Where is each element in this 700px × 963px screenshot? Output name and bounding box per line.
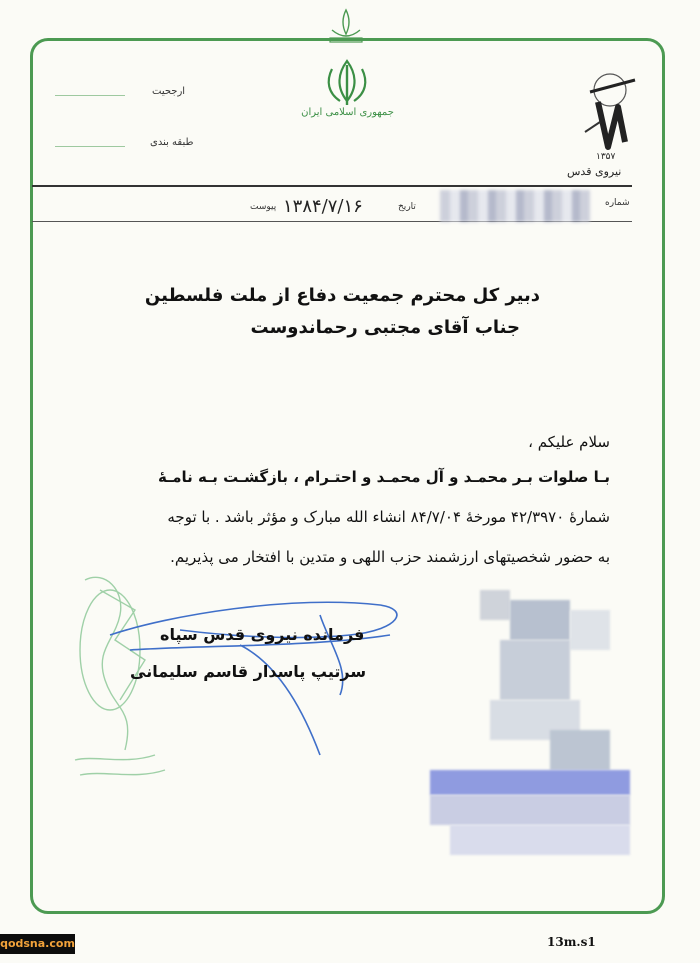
signer-title: فرمانده نیروی قدس سپاه — [160, 625, 365, 644]
iran-emblem — [300, 55, 395, 140]
small-emblem-icon — [322, 8, 370, 48]
date-value: ۱۳۸۴/۷/۱۶ — [283, 196, 363, 217]
qods-name: نیروی قدس — [567, 165, 622, 178]
qods-year: ۱۳۵۷ — [596, 152, 616, 162]
qods-force-logo-icon — [560, 62, 650, 162]
body-line-2: شمارهٔ ۴۲/۳۹۷۰ مورخهٔ ۸۴/۷/۰۴ انشاء الله مبارک و مؤثر باشد . با توجه — [167, 508, 610, 526]
addressee-line-2: جناب آقای مجتبی رحماندوست — [250, 317, 520, 338]
gov-caption: جمهوری اسلامی ایران — [301, 107, 394, 118]
field-classification-line — [55, 146, 125, 147]
field-number-label: شماره — [605, 198, 630, 208]
field-date-label: تاریخ — [398, 202, 416, 212]
field-attachment-label: پیوست — [250, 202, 277, 212]
field-urgency-label: ارجحیت — [152, 86, 186, 97]
field-urgency-line — [55, 95, 125, 96]
signer-name: سرتیپ پاسدار قاسم سلیمانی — [130, 662, 367, 681]
field-classification-label: طبقه بندی — [150, 137, 194, 148]
redacted-stamp — [430, 580, 660, 890]
allah-emblem-icon — [300, 55, 395, 110]
header-rule-top — [32, 185, 632, 187]
page-code: 13m.s1 — [547, 935, 596, 949]
addressee-line-1: دبیر کل محترم جمعیت دفاع از ملت فلسطین — [144, 285, 540, 306]
body-line-3: به حضور شخصیتهای ارزشمند حزب اللهی و متدین با افتخار می پذیریم. — [170, 548, 610, 566]
body-line-1: بـا صلوات بـر محمـد و آل محمـد و احتـرام ، بازگشـت بـه نامـهٔ — [158, 468, 610, 486]
site-watermark: qodsna.com — [0, 934, 75, 954]
redacted-number — [440, 190, 590, 222]
greeting: سلام علیکم ، — [528, 433, 610, 451]
